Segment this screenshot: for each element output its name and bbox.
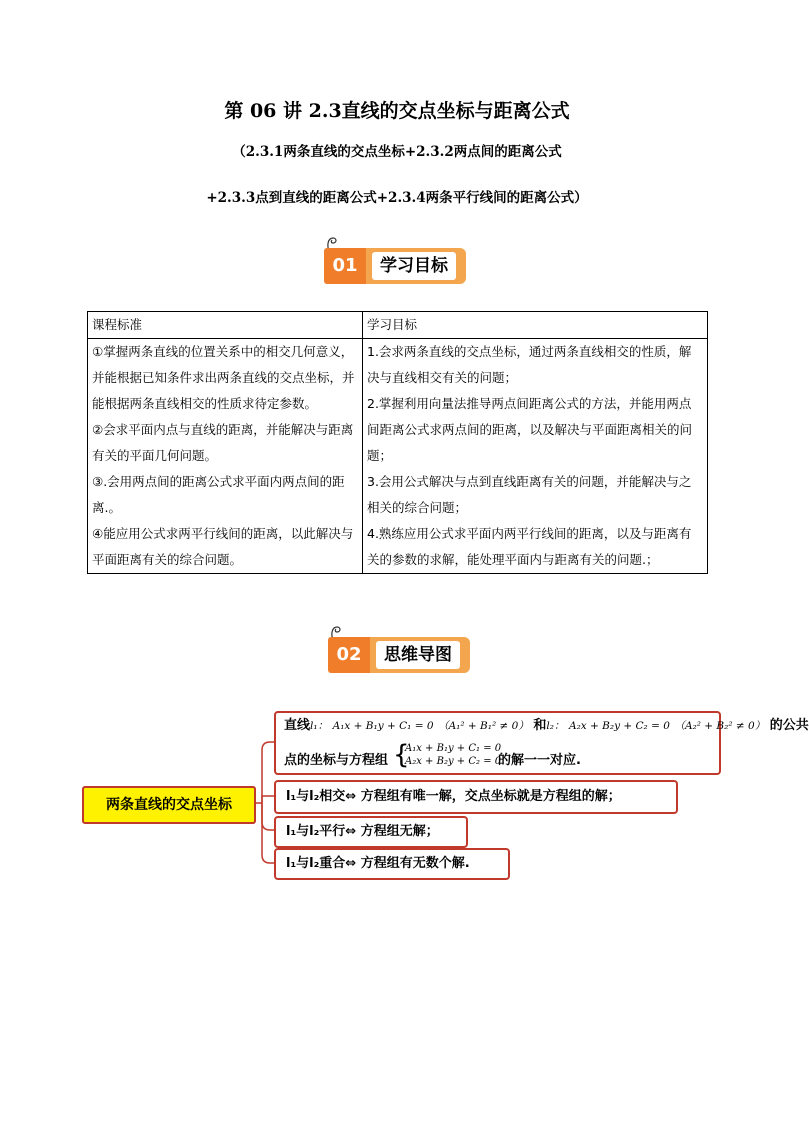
standard-item-4: ④能应用公式求两平行线间的距离，以此解决与平面距离有关的综合问题。 <box>92 526 354 567</box>
node-line-2b: 的解一一对应. <box>498 753 581 768</box>
mindmap-node-coincide <box>274 848 510 880</box>
node-text: l₁与l₂平行⇔ 方程组无解； <box>286 824 439 839</box>
column-header-goals: 学习目标 <box>363 312 708 339</box>
goal-item-2: 2.掌握利用向量法推导两点间距离公式的方法，并能用两点间距离公式求两点间的距离，以及解决与平面距离相关的问题； <box>367 396 693 463</box>
section-number: 02 <box>328 637 370 673</box>
brace-icon: { <box>393 740 410 770</box>
column-header-standards: 课程标准 <box>88 312 363 339</box>
page-title: 第 06 讲 2.3直线的交点坐标与距离公式 <box>224 100 570 122</box>
goal-item-4: 4.熟练应用公式求平面内两平行线间的距离，以及与距离有关的参数的求解，能处理平面内与距离有关的问题.； <box>367 526 692 567</box>
goal-item-3: 3.会用公式解决与点到直线距离有关的问题，并能解决与之相关的综合问题； <box>367 474 692 515</box>
equation-system: A₁x + B₁y + C₁ = 0 A₂x + B₂y + C₂ = 0 <box>405 743 502 767</box>
standard-item-2: ②会求平面内点与直线的距离，并能解决与距离有关的平面几何问题。 <box>92 422 354 463</box>
subtitle-line-2: +2.3.3点到直线的距离公式+2.3.4两条平行线间的距离公式） <box>206 190 588 206</box>
standard-item-1: ①掌握两条直线的位置关系中的相交几何意义，并能根据已知条件求出两条直线的交点坐标，并能根据两条直线相交的性质求待定参数。 <box>92 344 355 411</box>
node-text: l₁与l₂重合⇔ 方程组有无数个解. <box>286 856 470 871</box>
mindmap-node-definition <box>274 711 809 775</box>
node-text: l₁与l₂相交⇔ 方程组有唯一解，交点坐标就是方程组的解； <box>286 789 621 804</box>
node-line-1: 直线l₁： A₁x + B₁y + C₁ = 0 （A₁² + B₁² ≠ 0） 和l₂： A₂x + B₂y + C₂ = 0 （A₂² + B₂² ≠ 0） 的公共 <box>284 718 809 733</box>
mindmap-node-parallel <box>274 816 468 848</box>
standard-item-3: ③.会用两点间的距离公式求平面内两点间的距离.。 <box>92 474 345 515</box>
section-label: 学习目标 <box>372 252 456 280</box>
goal-item-1: 1.会求两条直线的交点坐标，通过两条直线相交的性质，解决与直线相交有关的问题； <box>367 344 692 385</box>
section-label: 思维导图 <box>376 641 460 669</box>
section-number: 01 <box>324 248 366 284</box>
mindmap-root: 两条直线的交点坐标 <box>82 786 256 824</box>
node-line-2a: 点的坐标与方程组 <box>284 753 389 768</box>
subtitle-line-1: （2.3.1两条直线的交点坐标+2.3.2两点间的距离公式 <box>232 144 562 160</box>
mindmap-node-intersect <box>274 780 678 814</box>
